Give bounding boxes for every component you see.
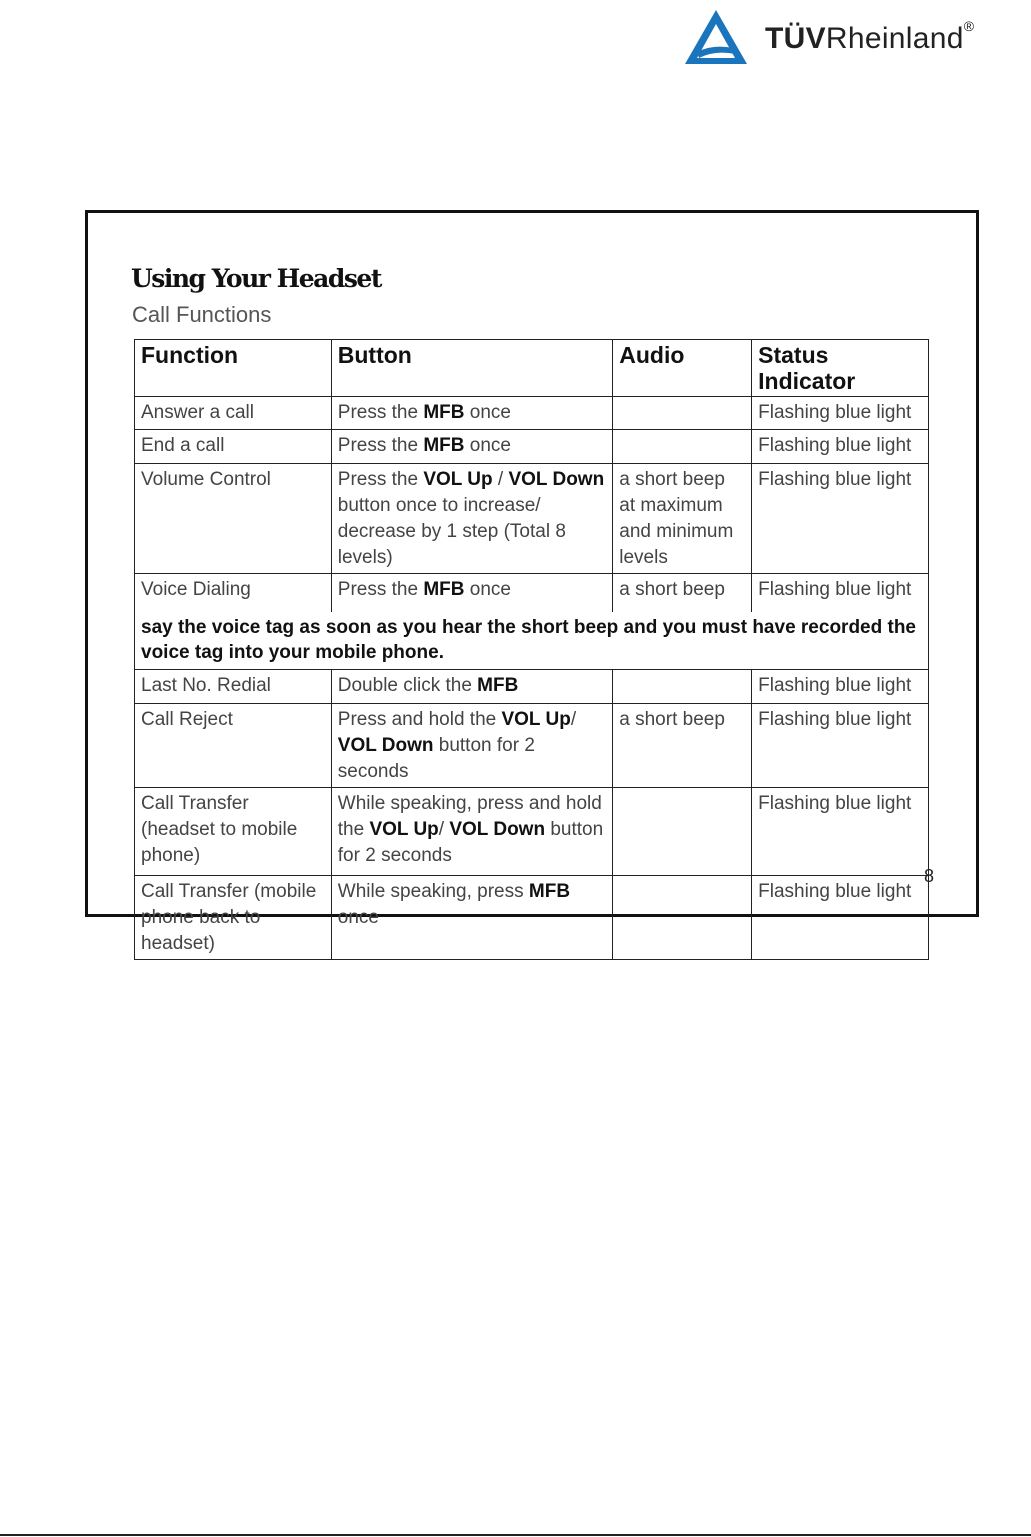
cell-button [331, 574, 613, 612]
cell-text: / [492, 469, 509, 490]
table-row [135, 574, 929, 612]
cell-text: button for 2 seconds [337, 818, 604, 866]
cell-function [135, 574, 332, 612]
cell-audio [613, 397, 752, 430]
header-status-indicator: Status Indicator [752, 340, 929, 397]
cell-function [135, 397, 332, 430]
cell-text: Flashing blue light [758, 674, 912, 696]
bold-text: MFB [423, 435, 465, 456]
cell-text: once [464, 579, 511, 600]
cell-text: Flashing blue light [758, 708, 912, 730]
cell-text: Flashing blue light [758, 880, 912, 902]
cell-audio [613, 703, 752, 787]
cell-text: once [337, 906, 379, 928]
cell-text: once [464, 402, 511, 423]
bold-text: VOL Up [369, 818, 439, 840]
cell-text: Call Reject [141, 708, 233, 730]
table-row [135, 669, 929, 703]
cell-text: Volume Control [141, 469, 271, 490]
cell-text: Flashing blue light [758, 792, 912, 814]
cell-text: Press the [337, 469, 424, 490]
cell-audio [613, 875, 752, 959]
cell-button [331, 464, 613, 574]
cell-text: once [464, 435, 511, 456]
cell-text: Flashing blue light [758, 469, 912, 490]
cell-function [135, 703, 332, 787]
table-row [135, 875, 929, 959]
cell-function [135, 787, 332, 875]
cell-status [752, 397, 929, 430]
cell-text: a short beep [619, 579, 725, 600]
bold-text: MFB [528, 880, 571, 902]
cell-text: Call Transfer (mobile phone back to headset) [141, 880, 317, 954]
header-button: Button [331, 340, 613, 397]
cell-function [135, 875, 332, 959]
cell-button [331, 875, 613, 959]
call-functions-table [134, 339, 929, 960]
cell-function [135, 430, 332, 464]
header-audio: Audio [613, 340, 752, 397]
page-number: 8 [924, 866, 935, 886]
triangle-logo-icon [683, 8, 749, 66]
cell-audio [613, 574, 752, 612]
cell-button [331, 430, 613, 464]
cell-text: Press the [337, 435, 424, 456]
table-header-row [135, 340, 929, 397]
cell-text: Last No. Redial [141, 674, 271, 696]
cell-status [752, 430, 929, 464]
page-title: Using Your Headset [131, 264, 381, 293]
cell-audio [613, 787, 752, 875]
cell-text: Answer a call [141, 402, 254, 423]
table-row [135, 787, 929, 875]
tuv-rheinland-logo [683, 8, 1023, 68]
cell-status [752, 464, 929, 574]
cell-status [752, 703, 929, 787]
bold-text: VOL Down [337, 734, 434, 756]
cell-button [331, 787, 613, 875]
page-divider [0, 1534, 1031, 1536]
table-row [135, 397, 929, 430]
cell-text: button once to increase/ decrease by 1 step (Total 8 levels) [337, 495, 566, 568]
cell-text: Press the [337, 579, 424, 600]
cell-audio [613, 430, 752, 464]
cell-audio [613, 669, 752, 703]
cell-text: Press and hold the [337, 708, 502, 730]
cell-text: Voice Dialing [141, 579, 251, 600]
bold-text: MFB [423, 579, 465, 600]
cell-text: Press the [337, 402, 424, 423]
cell-text: Double click the [337, 674, 478, 696]
cell-text: a short beep [619, 708, 725, 730]
cell-text: Flashing blue light [758, 402, 912, 423]
cell-text: End a call [141, 435, 225, 456]
cell-text: Flashing blue light [758, 435, 912, 456]
cell-function [135, 669, 332, 703]
cell-button [331, 397, 613, 430]
logo-text: TÜVRheinland® [765, 18, 975, 55]
cell-audio [613, 464, 752, 574]
cell-status [752, 669, 929, 703]
bold-text: VOL Up [423, 469, 493, 490]
cell-text: button for 2 seconds [337, 734, 535, 782]
table-row [135, 703, 929, 787]
cell-text: Call Transfer (headset to mobile phone) [141, 792, 298, 866]
bold-text: MFB [477, 674, 519, 696]
cell-status [752, 787, 929, 875]
bold-text: VOL Up [501, 708, 571, 730]
cell-text: / [438, 818, 450, 840]
table-row [135, 430, 929, 464]
table-row [135, 612, 929, 670]
cell-text: While speaking, press [337, 880, 529, 902]
cell-text: a short beep at maximum and minimum levels [619, 469, 734, 568]
cell-status [752, 574, 929, 612]
cell-text: While speaking, press and hold the [337, 792, 602, 840]
cell-button [331, 669, 613, 703]
bold-text: VOL Down [508, 469, 605, 490]
bold-text: VOL Down [449, 818, 546, 840]
header-function: Function [135, 340, 332, 397]
cell-function [135, 464, 332, 574]
table-row [135, 464, 929, 574]
bold-text: MFB [423, 402, 465, 423]
section-subtitle: Call Functions [132, 302, 272, 327]
cell-button [331, 703, 613, 787]
cell-text: Flashing blue light [758, 579, 912, 600]
cell-text: / [570, 708, 577, 730]
voice-dialing-note: say the voice tag as soon as you hear the short beep and you must have recorded the voice tag into your mobile phone. [135, 612, 929, 670]
cell-status [752, 875, 929, 959]
